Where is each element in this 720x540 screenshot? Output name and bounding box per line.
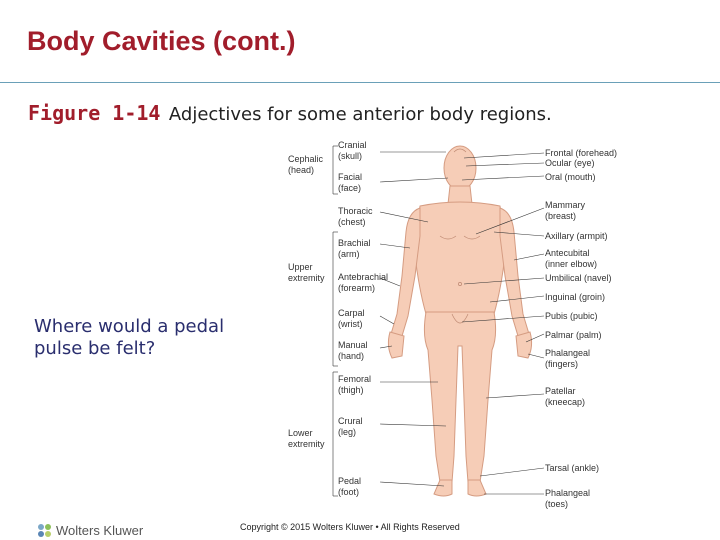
label-thoracic: Thoracic (chest): [338, 206, 373, 227]
logo-text: Wolters Kluwer: [56, 523, 144, 538]
slide-title: Body Cavities (cont.): [27, 26, 296, 56]
figure-caption: [28, 101, 552, 125]
label-phalangeal-toes: Phalangeal (toes): [545, 488, 591, 509]
body-illustration: [280, 136, 630, 516]
title-divider: [0, 82, 720, 83]
label-pedal: Pedal (foot): [338, 476, 362, 497]
label-phalangeal-fingers: Phalangeal (fingers): [545, 348, 591, 369]
label-carpal: Carpal (wrist): [338, 308, 365, 329]
publisher-logo: [36, 520, 146, 540]
label-lower-extremity: Lower extremity: [288, 428, 325, 449]
anatomy-figure: [280, 136, 630, 516]
wolters-kluwer-logo-icon: [36, 522, 53, 539]
label-inguinal: Inguinal (groin): [545, 292, 606, 302]
label-pubis: Pubis (pubic): [545, 311, 598, 321]
label-palmar: Palmar (palm): [545, 330, 602, 340]
copyright-notice: Copyright © 2015 Wolters Kluwer • All Rights Reserved: [240, 522, 460, 532]
label-manual: Manual (hand): [338, 340, 368, 361]
label-tarsal: Tarsal (ankle): [545, 463, 600, 473]
label-frontal: Frontal (forehead): [545, 148, 618, 158]
label-upper-extremity: Upper extremity: [288, 262, 325, 283]
label-antebrachial: Antebrachial (forearm): [338, 272, 389, 293]
label-brachial: Brachial (arm): [338, 238, 371, 259]
label-cranial: Cranial (skull): [338, 140, 367, 161]
label-cephalic: Cephalic (head): [288, 154, 324, 175]
label-mammary: Mammary (breast): [545, 200, 585, 221]
label-facial: Facial (face): [338, 172, 363, 193]
label-axillary: Axillary (armpit): [545, 231, 608, 241]
label-crural: Crural (leg): [338, 416, 363, 437]
figure-caption-text: Adjectives for some anterior body regions.: [168, 104, 552, 125]
label-oral: Oral (mouth): [545, 172, 596, 182]
label-femoral: Femoral (thigh): [338, 374, 372, 395]
label-ocular: Ocular (eye): [545, 158, 595, 168]
question-text: Where would a pedal pulse be felt?: [34, 316, 225, 359]
label-umbilical: Umbilical (navel): [545, 273, 612, 283]
figure-number: Figure 1-14: [28, 101, 161, 125]
label-antecubital: Antecubital (inner elbow): [545, 248, 598, 269]
label-patellar: Patellar (kneecap): [545, 386, 586, 407]
